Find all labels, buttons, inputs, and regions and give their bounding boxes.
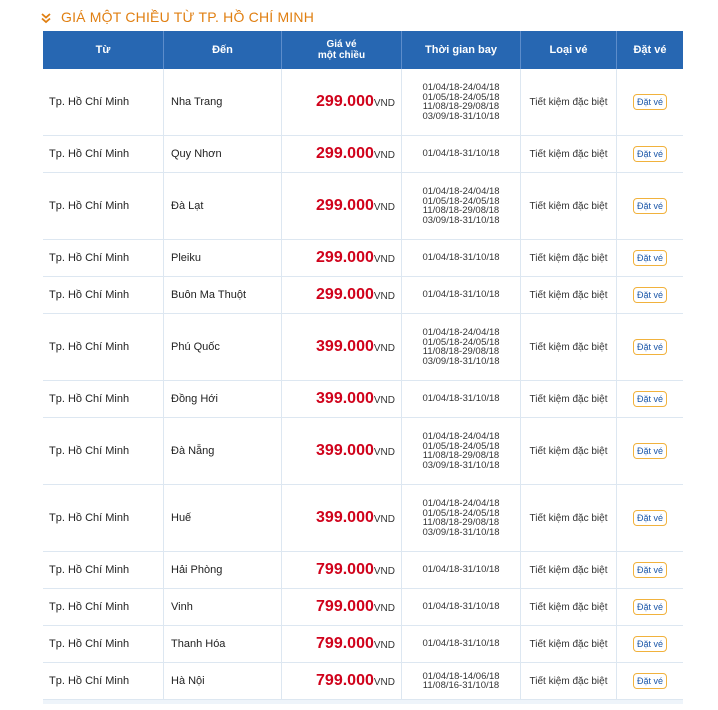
cell-price: [282, 626, 402, 663]
book-button[interactable]: Đặt vé: [633, 510, 667, 526]
cell-from: Tp. Hồ Chí Minh: [43, 485, 164, 552]
cell-book: [617, 173, 683, 240]
cell-from: Tp. Hồ Chí Minh: [43, 136, 164, 173]
date-range: 01/04/18-31/10/18: [422, 638, 500, 650]
cell-fare-type: Tiết kiệm đặc biệt: [521, 240, 617, 277]
date-range: 11/08/18-29/08/18: [422, 346, 500, 357]
cell-period: [402, 626, 521, 663]
table-row: [43, 314, 683, 381]
cell-to: Đồng Hới: [164, 381, 282, 418]
price-value: 799.000: [316, 598, 374, 615]
double-chevron-down-icon: [40, 11, 52, 23]
cell-from: Tp. Hồ Chí Minh: [43, 381, 164, 418]
cell-fare-type: Tiết kiệm đặc biệt: [521, 69, 617, 136]
date-range: 01/05/18-24/05/18: [422, 507, 500, 519]
date-range: 01/04/18-24/04/18: [422, 498, 500, 509]
table-row: [43, 552, 683, 589]
price-value: 799.000: [316, 561, 374, 578]
cell-book: [617, 418, 683, 485]
price-value: 399.000: [316, 442, 374, 459]
cell-period: [402, 552, 521, 589]
cell-book: [617, 552, 683, 589]
date-range: 01/05/18-24/05/18: [422, 91, 500, 103]
date-range: 11/08/18-29/08/18: [422, 517, 500, 528]
date-range: 01/04/18-24/04/18: [422, 82, 500, 93]
cell-to: Buôn Ma Thuột: [164, 277, 282, 314]
cell-to: Pleiku: [164, 240, 282, 277]
date-range: 03/09/18-31/10/18: [422, 214, 500, 226]
date-range: 01/04/18-31/10/18: [422, 148, 500, 160]
cell-price: [282, 136, 402, 173]
cell-from: Tp. Hồ Chí Minh: [43, 626, 164, 663]
cell-to: Phú Quốc: [164, 314, 282, 381]
date-range: 01/04/18-24/04/18: [422, 186, 500, 197]
table-header-row: [43, 31, 683, 69]
column-header-from: Từ: [43, 31, 164, 69]
date-range: 03/09/18-31/10/18: [422, 110, 500, 122]
cell-price: [282, 381, 402, 418]
cell-fare-type: Tiết kiệm đặc biệt: [521, 173, 617, 240]
book-button[interactable]: Đặt vé: [633, 391, 667, 407]
date-range: 01/04/18-14/06/18: [422, 670, 500, 682]
table-row: [43, 663, 683, 700]
price-value: 799.000: [316, 672, 374, 689]
cell-to: Vinh: [164, 589, 282, 626]
cell-from: Tp. Hồ Chí Minh: [43, 418, 164, 485]
book-button[interactable]: Đặt vé: [633, 339, 667, 355]
table-row: [43, 69, 683, 136]
cell-fare-type: Tiết kiệm đặc biệt: [521, 136, 617, 173]
cell-book: [617, 485, 683, 552]
cell-period: [402, 69, 521, 136]
cell-fare-type: Tiết kiệm đặc biệt: [521, 663, 617, 700]
price-currency: VND: [373, 150, 395, 161]
price-value: 299.000: [316, 93, 374, 110]
date-range: 01/04/18-31/10/18: [422, 393, 500, 405]
cell-to: Thanh Hóa: [164, 626, 282, 663]
fare-table-container: [43, 31, 683, 704]
price-value: 399.000: [316, 390, 374, 407]
cell-period: [402, 418, 521, 485]
cell-fare-type: Tiết kiệm đặc biệt: [521, 314, 617, 381]
cell-to: Huế: [164, 485, 282, 552]
date-range: 01/04/18-31/10/18: [422, 252, 500, 264]
cell-from: Tp. Hồ Chí Minh: [43, 240, 164, 277]
price-currency: VND: [373, 395, 395, 406]
cell-to: Nha Trang: [164, 69, 282, 136]
book-button[interactable]: Đặt vé: [633, 562, 667, 578]
price-value: 299.000: [316, 145, 374, 162]
book-button[interactable]: Đặt vé: [633, 94, 667, 110]
book-button[interactable]: Đặt vé: [633, 673, 667, 689]
column-header-price: [282, 31, 402, 69]
book-button[interactable]: Đặt vé: [633, 146, 667, 162]
date-range: 03/09/18-31/10/18: [422, 459, 500, 471]
cell-price: [282, 69, 402, 136]
price-currency: VND: [373, 291, 395, 302]
cell-to: Đà Nẵng: [164, 418, 282, 485]
date-range: 11/08/18-29/08/18: [422, 101, 500, 112]
date-range: 11/08/18-29/08/18: [422, 450, 500, 461]
price-currency: VND: [373, 98, 395, 109]
date-range: 01/05/18-24/05/18: [422, 195, 500, 207]
date-range: 01/04/18-31/10/18: [422, 564, 500, 576]
cell-price: [282, 552, 402, 589]
cell-period: [402, 136, 521, 173]
price-currency: VND: [373, 640, 395, 651]
table-row: [43, 240, 683, 277]
cell-price: [282, 173, 402, 240]
cell-period: [402, 589, 521, 626]
price-currency: VND: [373, 566, 395, 577]
cell-period: [402, 381, 521, 418]
column-header-price-line2: một chiều: [317, 50, 366, 61]
price-value: 399.000: [316, 338, 374, 355]
table-row: [43, 418, 683, 485]
book-button[interactable]: Đặt vé: [633, 287, 667, 303]
price-value: 399.000: [316, 509, 374, 526]
price-currency: VND: [373, 677, 395, 688]
cell-to: Hải Phòng: [164, 552, 282, 589]
price-value: 799.000: [316, 635, 374, 652]
fare-table: [43, 31, 683, 700]
price-currency: VND: [373, 202, 395, 213]
cell-fare-type: Tiết kiệm đặc biệt: [521, 589, 617, 626]
cell-from: Tp. Hồ Chí Minh: [43, 69, 164, 136]
cell-book: [617, 314, 683, 381]
table-row: [43, 173, 683, 240]
date-range: 01/04/18-24/04/18: [422, 431, 500, 442]
price-currency: VND: [373, 447, 395, 458]
cell-period: [402, 485, 521, 552]
cell-book: [617, 277, 683, 314]
table-row: [43, 626, 683, 663]
cell-period: [402, 663, 521, 700]
cell-from: Tp. Hồ Chí Minh: [43, 663, 164, 700]
book-button[interactable]: Đặt vé: [633, 443, 667, 459]
cell-book: [617, 381, 683, 418]
table-row: [43, 485, 683, 552]
cell-period: [402, 173, 521, 240]
cell-price: [282, 277, 402, 314]
cell-price: [282, 663, 402, 700]
cell-period: [402, 277, 521, 314]
book-button[interactable]: Đặt vé: [633, 636, 667, 652]
date-range: 03/09/18-31/10/18: [422, 526, 500, 538]
table-row: [43, 136, 683, 173]
table-row: [43, 381, 683, 418]
table-row: [43, 277, 683, 314]
cell-to: Đà Lạt: [164, 173, 282, 240]
section-title: GIÁ MỘT CHIỀU TỪ TP. HỒ CHÍ MINH: [61, 9, 315, 25]
cell-fare-type: Tiết kiệm đặc biệt: [521, 626, 617, 663]
date-range: 11/08/16-31/10/18: [422, 680, 500, 691]
cell-book: [617, 69, 683, 136]
date-range: 03/09/18-31/10/18: [422, 355, 500, 367]
cell-from: Tp. Hồ Chí Minh: [43, 277, 164, 314]
price-value: 299.000: [316, 197, 374, 214]
book-button[interactable]: Đặt vé: [633, 198, 667, 214]
cell-price: [282, 314, 402, 381]
cell-fare-type: Tiết kiệm đặc biệt: [521, 552, 617, 589]
cell-book: [617, 589, 683, 626]
section-header: [40, 6, 314, 28]
price-currency: VND: [373, 254, 395, 265]
price-currency: VND: [373, 603, 395, 614]
date-range: 11/08/18-29/08/18: [422, 205, 500, 216]
cell-book: [617, 626, 683, 663]
cell-fare-type: Tiết kiệm đặc biệt: [521, 277, 617, 314]
column-header-period: Thời gian bay: [402, 31, 521, 69]
cell-from: Tp. Hồ Chí Minh: [43, 552, 164, 589]
cell-fare-type: Tiết kiệm đặc biệt: [521, 381, 617, 418]
date-range: 01/04/18-31/10/18: [422, 289, 500, 301]
cell-price: [282, 589, 402, 626]
cell-period: [402, 240, 521, 277]
cell-fare-type: Tiết kiệm đặc biệt: [521, 418, 617, 485]
cell-period: [402, 314, 521, 381]
price-currency: VND: [373, 343, 395, 354]
cell-to: Quy Nhơn: [164, 136, 282, 173]
cell-book: [617, 663, 683, 700]
table-row: [43, 589, 683, 626]
column-header-price-line1: Giá vé: [326, 39, 357, 50]
date-range: 01/04/18-24/04/18: [422, 327, 500, 338]
date-range: 01/04/18-31/10/18: [422, 601, 500, 613]
cell-book: [617, 240, 683, 277]
column-header-to: Đến: [164, 31, 282, 69]
cell-price: [282, 485, 402, 552]
cell-price: [282, 418, 402, 485]
cell-from: Tp. Hồ Chí Minh: [43, 314, 164, 381]
cell-fare-type: Tiết kiệm đặc biệt: [521, 485, 617, 552]
book-button[interactable]: Đặt vé: [633, 599, 667, 615]
price-value: 299.000: [316, 286, 374, 303]
cell-price: [282, 240, 402, 277]
price-currency: VND: [373, 514, 395, 525]
cell-to: Hà Nội: [164, 663, 282, 700]
date-range: 01/05/18-24/05/18: [422, 336, 500, 348]
price-value: 299.000: [316, 249, 374, 266]
cell-book: [617, 136, 683, 173]
cell-from: Tp. Hồ Chí Minh: [43, 589, 164, 626]
cell-from: Tp. Hồ Chí Minh: [43, 173, 164, 240]
column-header-book: Đặt vé: [617, 31, 683, 69]
column-header-fare-type: Loại vé: [521, 31, 617, 69]
date-range: 01/05/18-24/05/18: [422, 440, 500, 452]
book-button[interactable]: Đặt vé: [633, 250, 667, 266]
